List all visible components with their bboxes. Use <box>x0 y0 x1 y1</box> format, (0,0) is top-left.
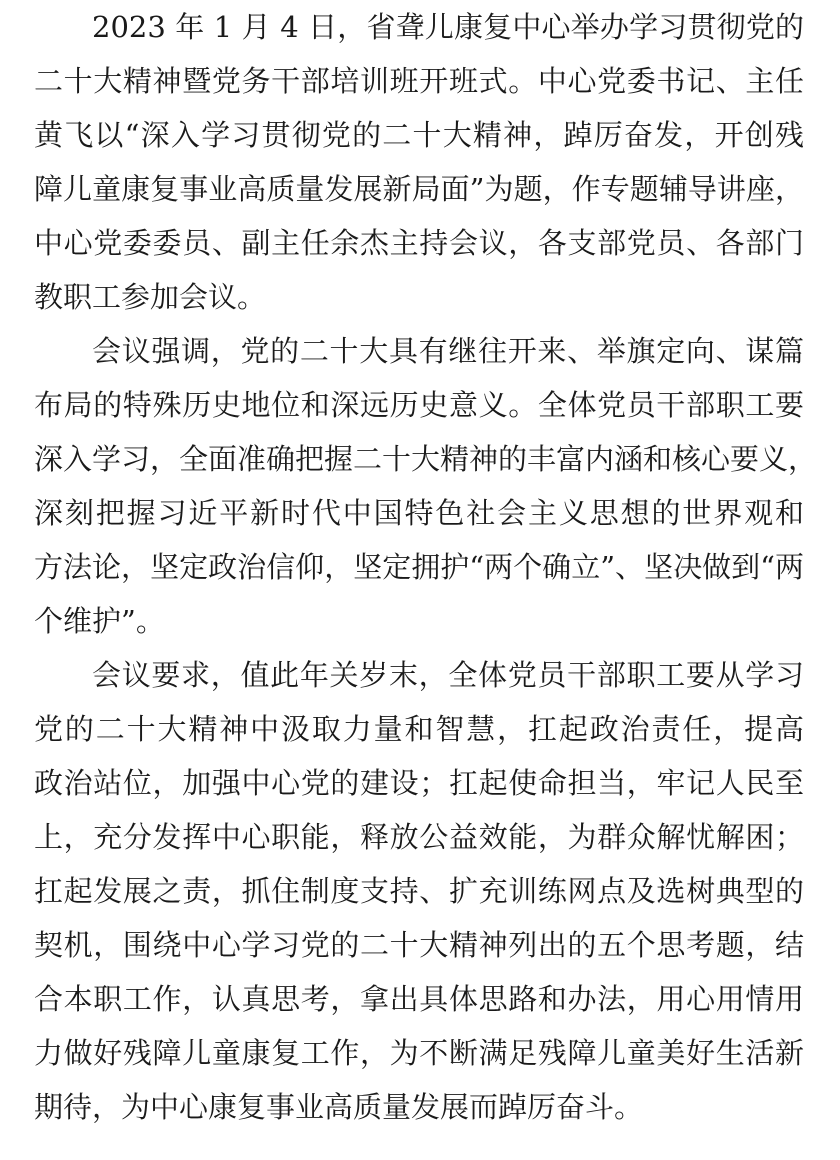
paragraph-3-line-5: 扛起发展之责，抓住制度支持、扩充训练网点及选树典型的 <box>34 874 804 908</box>
paragraph-2-line-4: 深刻把握习近平新时代中国特色社会主义思想的世界观和 <box>34 496 804 530</box>
paragraph-2-line-6: 个维护”。 <box>34 604 165 638</box>
paragraph-2-line-2: 布局的特殊历史地位和深远历史意义。全体党员干部职工要 <box>34 388 804 422</box>
paragraph-3-line-4: 上，充分发挥中心职能，释放公益效能，为群众解忧解困； <box>34 820 804 854</box>
paragraph-2-line-5: 方法论，坚定政治信仰，坚定拥护“两个确立”、坚决做到“两 <box>34 550 804 584</box>
paragraph-3-line-2: 党的二十大精神中汲取力量和智慧，扛起政治责任，提高 <box>34 712 804 746</box>
paragraph-2-line-1: 会议强调，党的二十大具有继往开来、举旗定向、谋篇 <box>92 334 804 368</box>
paragraph-3-line-8: 力做好残障儿童康复工作，为不断满足残障儿童美好生活新 <box>34 1036 804 1070</box>
paragraph-1-line-6: 教职工参加会议。 <box>34 280 267 314</box>
paragraph-1-line-5: 中心党委委员、副主任余杰主持会议，各支部党员、各部门 <box>34 226 804 260</box>
paragraph-2-line-3: 深入学习，全面准确把握二十大精神的丰富内涵和核心要义， <box>34 442 818 476</box>
paragraph-3-line-1: 会议要求，值此年关岁末，全体党员干部职工要从学习 <box>92 658 804 692</box>
paragraph-1-line-4: 障儿童康复事业高质量发展新局面”为题，作专题辅导讲座， <box>34 172 804 206</box>
paragraph-1-line-2: 二十大精神暨党务干部培训班开班式。中心党委书记、主任 <box>34 64 804 98</box>
paragraph-3-line-6: 契机，围绕中心学习党的二十大精神列出的五个思考题，结 <box>34 928 804 962</box>
paragraph-3-line-3: 政治站位，加强中心党的建设；扛起使命担当，牢记人民至 <box>34 766 804 800</box>
paragraph-1-line-3: 黄飞以“深入学习贯彻党的二十大精神，踔厉奋发，开创残 <box>34 118 804 152</box>
paragraph-3-line-9: 期待，为中心康复事业高质量发展而踔厉奋斗。 <box>34 1090 644 1124</box>
paragraph-1-line-1: 2023 年 1 月 4 日，省聋儿康复中心举办学习贯彻党的 <box>92 10 804 44</box>
paragraph-3-line-7: 合本职工作，认真思考，拿出具体思路和办法，用心用情用 <box>34 982 804 1016</box>
